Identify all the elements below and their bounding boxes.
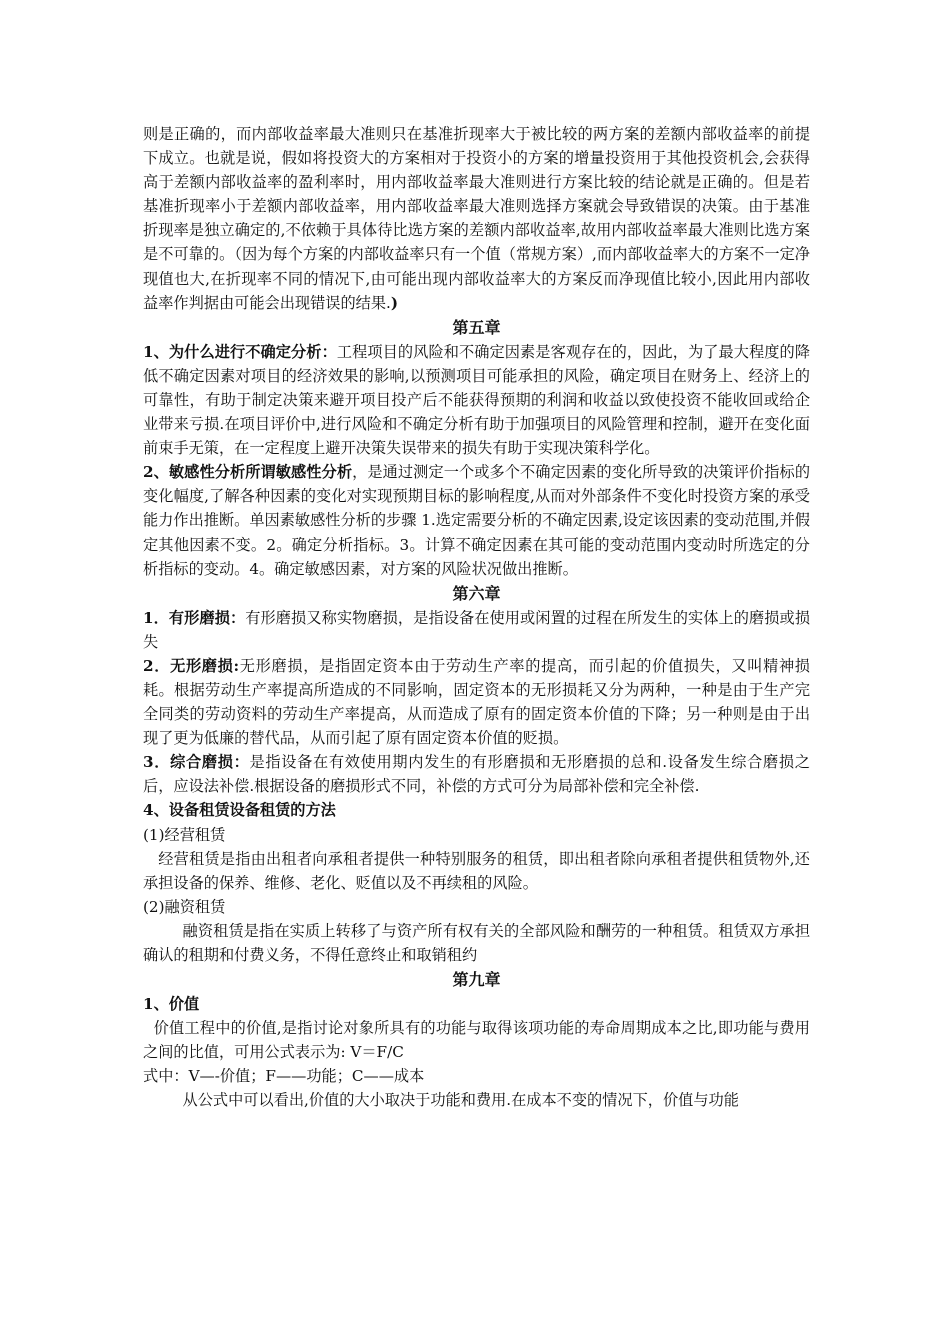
chapter-9-title: 第九章 [452, 970, 501, 990]
ch5-item-1 [143, 340, 810, 460]
chapter-5-title: 第五章 [452, 317, 501, 337]
ch5-item-2 [143, 460, 810, 580]
ch9-item-1-heading: 1、价值 [143, 995, 200, 1014]
ch5-item-2-body: ，是通过测定一个或多个不确定因素的变化所导致的决策评价指标的变化幅度,了解各种因素的变化对实现预期目标的影响程度,从而对外部条件不变化时投资方案的承受能力作出推断。单因素敏感性分析的步骤 1.选定需要分析的不确定因素,设定该因素的变动范围,并假定其他因素不变。2。确定分析指标。3。计算不确定因素在其可能的变动范围内变动时所选定的分析指标的变动。4。确定敏感因素，对方案的风险状况做出推断。 [143, 463, 810, 578]
ch6-subsection-2-body: 融资租赁是指在实质上转移了与资产所有权有关的全部风险和酬劳的一种租赁。租赁双方承担确认的租期和付费义务，不得任意终止和取销租约 [143, 921, 810, 964]
ch6-item-3 [143, 750, 810, 798]
chapter-6-title: 第六章 [452, 583, 501, 603]
ch5-item-1-body: 工程项目的风险和不确定因素是客观存在的，因此，为了最大程度的降低不确定因素对项目的经济效果的影响,以预测项目可能承担的风险，确定项目在财务上、经济上的可靠性，有助于制定决策来避开项目投产后不能获得预期的利润和收益以致使投资不能收回或给企业带来亏损.在项目评价中,进行风险和不确定分析有助于加强项目的风险管理和控制，避开在变化面前束手无策，在一定程度上避开决策失误带来的损失有助于实现决策科学化。 [143, 342, 810, 458]
ch6-item-4-heading: 4、设备租赁设备租赁的方法 [143, 801, 336, 820]
ch5-item-2-heading: 2、敏感性分析所谓敏感性分析 [143, 463, 353, 482]
intro-text: 则是正确的，而内部收益率最大准则只在基准折现率大于被比较的两方案的差额内部收益率的前提下成立。也就是说，假如将投资大的方案相对于投资小的方案的增量投资用于其他投资机会,会获得高于差额内部收益率的盈利率时，用内部收益率最大准则进行方案比较的结论就是正确的。但是若基准折现率小于差额内部收益率，用内部收益率最大准则选择方案就会导致错误的决策。由于基准折现率是独立确定的,不依赖于具体待比选方案的差额内部收益率,故用内部收益率最大准则比选方案是不可靠的。（因为每个方案的内部收益率只有一个值（常规方案）,而内部收益率大的方案不一定净现值也大,在折现率不同的情况下,由可能出现内部收益率大的方案反而净现值比较小,因此用内部收益率作判据由可能会出现错误的结果. [143, 125, 810, 312]
ch6-item-1 [143, 606, 810, 654]
ch5-item-1-heading: 1、为什么进行不确定分析： [143, 342, 337, 361]
ch6-item-2 [143, 654, 810, 750]
ch9-formula-legend: 式中：V—-价值；F——功能；C——成本 [143, 1067, 425, 1086]
ch6-item-1-body: 有形磨损又称实物磨损，是指设备在使用或闲置的过程在所发生的实体上的磨损或损失 [143, 608, 810, 651]
ch6-item-2-heading: 2．无形磨损: [143, 656, 240, 675]
ch6-item-1-heading: 1．有形磨损： [143, 608, 246, 627]
ch6-item-3-body: 是指设备在有效使用期内发生的有形磨损和无形磨损的总和.设备发生综合磨损之后，应设法补偿.根据设备的磨损形式不同，补偿的方式可分为局部补偿和完全补偿. [143, 753, 810, 796]
intro-end: ) [390, 293, 399, 312]
ch6-subsection-1-title: (1)经营租赁 [143, 825, 226, 844]
ch9-paragraph-2: 从公式中可以看出,价值的大小取决于功能和费用.在成本不变的情况下，价值与功能 [182, 1091, 739, 1110]
intro-paragraph [143, 122, 810, 315]
ch6-item-2-body: 无形磨损，是指固定资本由于劳动生产率的提高，而引起的价值损失，又叫精神损耗。根据劳动生产率提高所造成的不同影响，固定资本的无形损耗又分为两种，一种是由于生产完全同类的劳动资料的劳动生产率提高，从而造成了原有的固定资本价值的下降；另一种则是由于出现了更为低廉的替代品，从而引起了原有固定资本价值的贬损。 [143, 656, 810, 748]
ch6-subsection-1-body: 经营租赁是指由出租者向承租者提供一种特别服务的租赁，即出租者除向承租者提供租赁物外,还承担设备的保养、维修、老化、贬值以及不再续租的风险。 [143, 849, 810, 892]
ch9-paragraph-1: 价值工程中的价值,是指讨论对象所具有的功能与取得该项功能的寿命周期成本之比,即功能与费用之间的比值，可用公式表示为: V＝F/C [143, 1019, 810, 1062]
ch6-item-3-heading: 3．综合磨损： [143, 753, 250, 772]
ch6-subsection-2-title: (2)融资租赁 [143, 897, 226, 916]
